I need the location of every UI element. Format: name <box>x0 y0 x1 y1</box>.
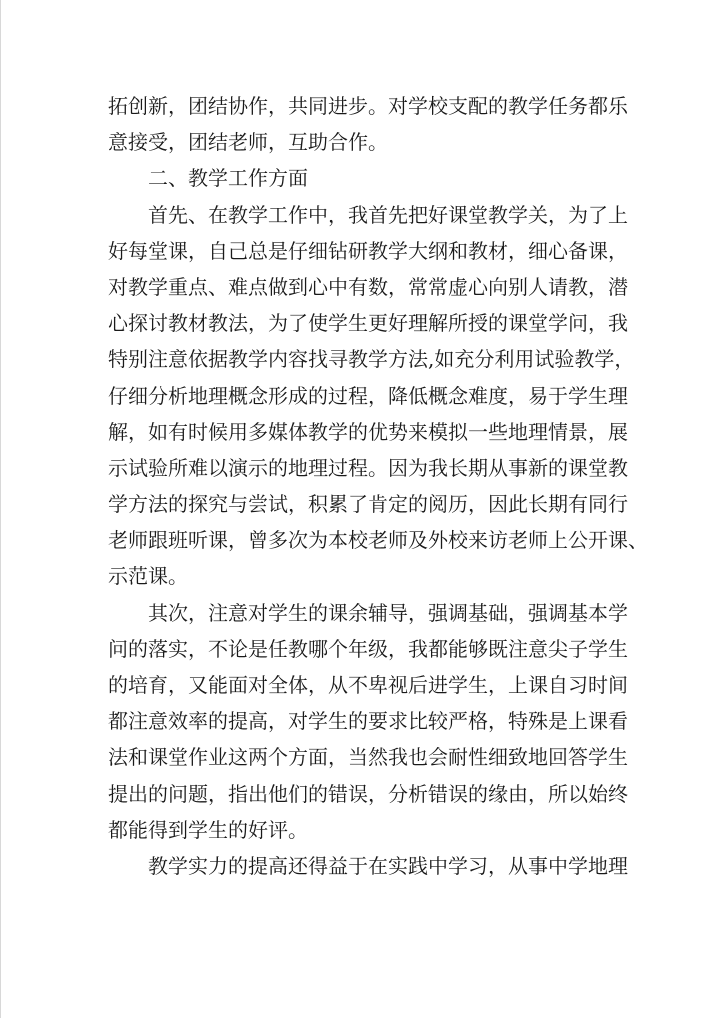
paragraph-p1 <box>108 88 628 160</box>
document-body <box>108 88 648 884</box>
text-line: 法和课堂作业这两个方面，当然我也会耐性细致地回答学生 <box>108 745 628 770</box>
text-line: 解，如有时候用多媒体教学的优势来模拟一些地理情景，展 <box>108 419 628 444</box>
text-line: 学方法的探究与尝试，积累了肯定的阅历，因此长期有同行 <box>108 492 628 517</box>
text-line: 都注意效率的提高，对学生的要求比较严格，特殊是上课看 <box>108 709 628 734</box>
text-line: 示范课。 <box>108 564 188 589</box>
text-line: 示试验所难以演示的地理过程。因为我长期从事新的课堂教 <box>108 455 628 480</box>
text-line: 特别注意依据教学内容找寻教学方法,如充分利用试验教学， <box>108 347 635 372</box>
text-line: 拓创新，团结协作，共同进步。对学校支配的教学任务都乐 <box>108 94 628 118</box>
paragraph-p2 <box>108 197 648 595</box>
text-line: 老师跟班听课，曾多次为本校老师及外校来访老师上公开课、 <box>108 528 648 553</box>
paragraph-heading-2 <box>108 160 614 196</box>
text-line: 提出的问题，指出他们的错误，分析错误的缘由，所以始终 <box>108 781 628 806</box>
text-line: 其次，注意对学生的课余辅导，强调基础，强调基本学 <box>148 600 628 625</box>
paragraph-p4 <box>108 848 628 884</box>
text-line: 首先、在教学工作中，我首先把好课堂教学关，为了上 <box>148 202 628 227</box>
text-line: 意接受，团结老师，互助合作。 <box>108 130 388 155</box>
paragraph-p3 <box>108 595 628 848</box>
text-line: 对教学重点、难点做到心中有数，常常虚心向别人请教，潜 <box>108 274 628 299</box>
text-line: 问的落实，不论是任教哪个年级，我都能够既注意尖子学生 <box>108 636 628 661</box>
text-line: 教学实力的提高还得益于在实践中学习，从事中学地理 <box>148 853 628 878</box>
text-line: 好每堂课，自己总是仔细钻研教学大纲和教材，细心备课， <box>108 238 628 263</box>
text-line: 的培育，又能面对全体，从不卑视后进学生，上课自习时间 <box>108 673 628 697</box>
text-line: 二、教学工作方面 <box>148 166 308 191</box>
text-line: 都能得到学生的好评。 <box>108 817 308 842</box>
text-line: 仔细分析地理概念形成的过程，降低概念难度，易于学生理 <box>108 383 628 408</box>
text-line: 心探讨教材教法，为了使学生更好理解所授的课堂学问，我 <box>108 311 628 336</box>
